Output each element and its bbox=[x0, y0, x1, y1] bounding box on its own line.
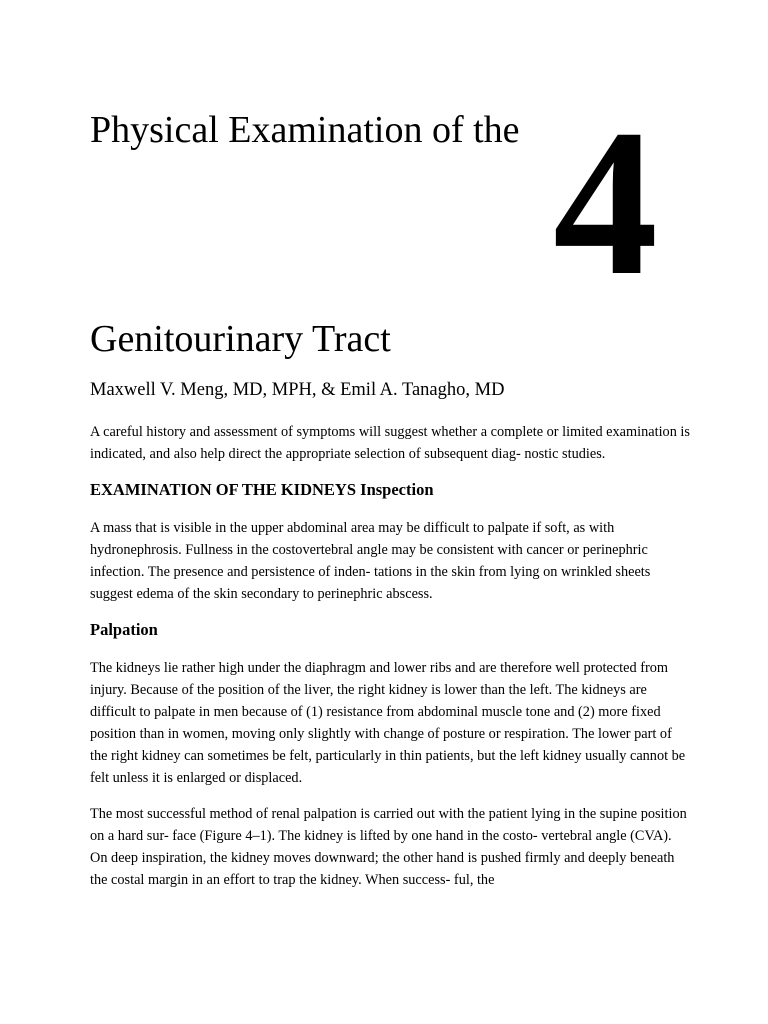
chapter-authors: Maxwell V. Meng, MD, MPH, & Emil A. Tanagho, MD bbox=[90, 380, 505, 400]
chapter-body bbox=[90, 421, 690, 905]
chapter-title-line-2: Genitourinary Tract bbox=[90, 318, 391, 360]
subsection-heading-palpation: Palpation bbox=[90, 620, 158, 639]
palpation-paragraph-1: The kidneys lie rather high under the diaphragm and lower ribs and are therefore well protected from injury. Because of the position of the liver, the right kidney is lower than the left. The kidneys are difficult to palpate in men because of (1) resistance from abdominal muscle tone and (2) more fixed position than in women, moving only slightly with change of posture or respiration. The lower part of the right kidney can sometimes be felt, particularly in thin patients, but the left kidney usually cannot be felt unless it is enlarged or displaced. bbox=[90, 660, 686, 786]
chapter-title-line-1: Physical Examination of the bbox=[90, 109, 520, 151]
intro-paragraph: A careful history and assessment of symptoms will suggest whether a complete or limited examination is indicated, and also help direct the appropriate selection of subsequent diag- nostic studies. bbox=[90, 424, 690, 462]
inspection-paragraph: A mass that is visible in the upper abdominal area may be difficult to palpate if soft, as with hydronephrosis. Fullness in the costovertebral angle may be consistent with cancer or perinephric infection. The presence and persistence of inden- tations in the skin from lying on wrinkled sheets suggest edema of the skin secondary to perinephric abscess. bbox=[90, 520, 651, 602]
chapter-number: 4 bbox=[553, 87, 658, 319]
section-heading-kidneys: EXAMINATION OF THE KIDNEYS Inspection bbox=[90, 480, 434, 499]
palpation-paragraph-2: The most successful method of renal palpation is carried out with the patient lying in the supine position on a hard sur- face (Figure 4–1). The kidney is lifted by one hand in the costo- vertebral angle (CVA). On deep inspiration, the kidney moves downward; the other hand is pushed firmly and deeply beneath the costal margin in an effort to trap the kidney. When success- ful, the bbox=[90, 806, 687, 888]
